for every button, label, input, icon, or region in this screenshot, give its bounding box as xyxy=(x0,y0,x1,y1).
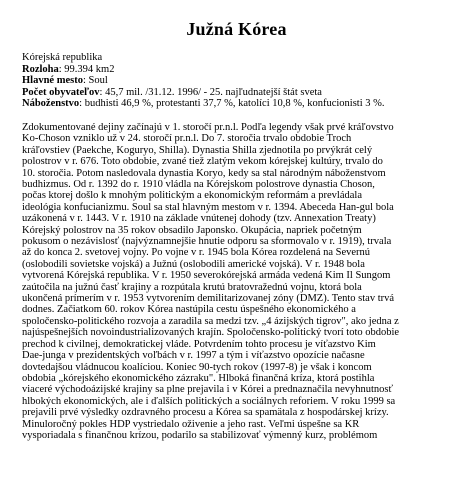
history-paragraph xyxy=(22,122,451,441)
fact-line-area xyxy=(22,64,451,76)
facts-block xyxy=(22,52,451,110)
fact-line-religion xyxy=(22,98,451,110)
body-line: Dae-junga v prezidentských voľbách v r. 1997 a tým i víťazstvo opozície načasne xyxy=(22,350,365,362)
body-line: dodnes. Začiatkom 60. rokov Kórea nastúpila cestu úspešného ekonomického a xyxy=(22,304,356,316)
body-line: obdobia „kórejského ekonomického zázraku". Hlboká finančná kríza, ktorá postihla xyxy=(22,372,375,384)
body-line: vysporiadala s finančnou krízou, podarilo sa stabilizovať výmenný kurz, problémom xyxy=(22,429,378,441)
body-line: vytvorená Kórejská republika. V r. 1950 severokórejská armáda vedená Kim Il Sungom xyxy=(22,270,391,282)
fact-label: Počet obyvateľov xyxy=(22,86,100,98)
body-line: (oslobodili sovietske vojská) a Južnú (oslobodili americké vojská). V r. 1948 bola xyxy=(22,258,365,270)
fact-line-capital xyxy=(22,75,451,87)
fact-value: : budhisti 46,9 %, protestanti 37,7 %, katolíci 10,8 %, konfucionisti 3 %. xyxy=(79,98,385,110)
body-line: prejavili prvé výsledky ozdravného procesu a Kórea sa spamätala z hospodárskej krízy. xyxy=(22,407,389,419)
body-line: uzákonená v r. 1443. V r. 1910 na základe vnútenej dohody (tzv. Annexation Treaty) xyxy=(22,213,376,225)
body-line: Minuloročný pokles HDP vystriedalo oživenie a jeho rast. Veľmi úspešne sa KR xyxy=(22,418,360,430)
body-line: zaútočila na južnú časť krajiny a rozpútala krutú bratovražednú vojnu, ktorá bola xyxy=(22,281,362,293)
body-line: až do konca 2. svetovej vojny. Po vojne v r. 1945 bola Kórea rozdelená na Severnú xyxy=(22,247,371,259)
body-line: ideológia konfucianizmu. Soul sa stal hlavným mestom v r. 1394. Abeceda Han-gul bola xyxy=(22,201,394,213)
body-line: dovtedajšou vládnucou koalíciou. Koniec 90-tych rokov (1997-8) je však i koncom xyxy=(22,361,372,373)
fact-label: Rozloha xyxy=(22,63,59,75)
body-line: počas ktorej došlo k mnohým politickým a ekonomickým reformám a prevládala xyxy=(22,190,362,202)
body-line: spoločensko-politického rozvoja a zaradila sa medzi tzv. „4 ázijských tigrov", ako jedna z xyxy=(22,315,399,327)
body-line: viaceré východoázijské krajiny sa plne prejavila i v Kórei a prednaznačila nevyhnutnosť xyxy=(22,384,393,396)
body-line: budhizmus. Od r. 1392 do r. 1910 vládla na Kórejskom polostrove dynastia Choson, xyxy=(22,179,375,190)
body-line: Ko-Choson vzniklo už v 24. storočí pr.n.l. Do 7. storočia trvalo obdobie Troch xyxy=(22,133,352,145)
fact-label: Hlavné mesto xyxy=(22,75,83,87)
body-line: polostrov v r. 676. Toto obdobie, zvané tiež zlatým vekom kórejskej kultúry, trvalo do xyxy=(22,156,383,168)
body-line: 10. storočia. Potom nasledovala dynastia Koryo, kedy sa stal národným náboženstvom xyxy=(22,167,386,179)
fact-value: Kórejská republika xyxy=(22,52,103,63)
body-line: pokusom o nezávislosť (najvýznamnejšie hnutie odporu sa sformovalo v r. 1919), trvala xyxy=(22,236,392,248)
body-line: prechod k civilnej, demokratickej vláde. Potvrdením tohto procesu je víťazstvo Kim xyxy=(22,338,376,350)
body-line: najúspešnejších novoindustrializovaných krajín. Spoločensko-politický tvorí toto obdobie xyxy=(22,327,400,339)
fact-line-population xyxy=(22,87,451,99)
fact-label: Náboženstvo xyxy=(22,98,80,110)
fact-value: : 99.394 km2 xyxy=(58,63,115,75)
body-line: Zdokumentované dejiny začínajú v 1. storočí pr.n.l. Podľa legendy však prvé kráľovstvo xyxy=(22,121,394,133)
body-line: kráľovstiev (Paekche, Koguryo, Shilla). Dynastia Shilla zjednotila po prvýkrát celý xyxy=(22,144,373,156)
fact-value: : 45,7 mil. /31.12. 1996/ - 25. najľudnatejší štát sveta xyxy=(99,86,322,98)
body-line: ukončená prímerím v r. 1953 vytvorením demilitarizovanej zóny (DMZ). Tento stav trvá xyxy=(22,293,395,305)
body-line: hlbokých ekonomických, ale i ďalších politických a sociálnych reforiem. V roku 1999 sa xyxy=(22,395,396,407)
document-title: Južná Kórea xyxy=(186,19,287,39)
body-line: Kórejský polostrov na 35 rokov obsadilo Japonsko. Okupácia, napriek početným xyxy=(22,224,362,236)
fact-value: : Soul xyxy=(82,75,108,87)
fact-line-country-name xyxy=(22,52,451,64)
